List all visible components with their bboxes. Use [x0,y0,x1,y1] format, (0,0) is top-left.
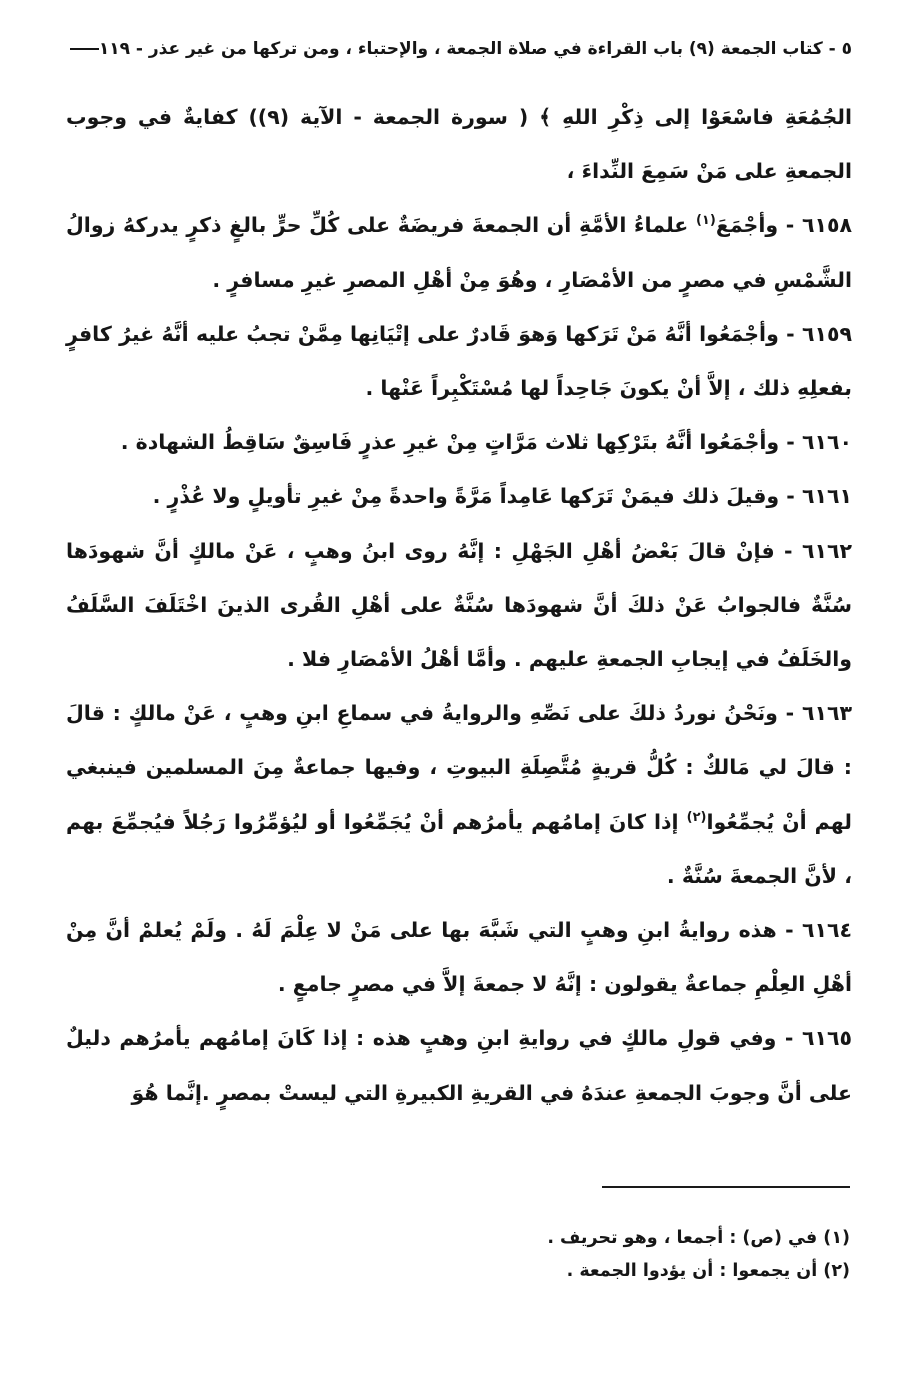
paragraph-6162 [66,524,852,687]
paragraph-number: ٦١٦٢ [801,538,852,563]
paragraph-number: ٦١٦٠ [801,430,852,455]
paragraph-dash: - [777,701,795,726]
paragraph-6165 [66,1011,852,1119]
paragraph-text: الجُمُعَةِ فاسْعَوْا إلى ذِكْرِ اللهِ ﴾ ( سورة الجمعة - الآية (٩)) كفايةٌ في وجوب الجمعةِ على مَنْ سَمِعَ النِّداءَ ، [66,105,852,184]
paragraph-text: فإنْ قالَ بَعْضُ أهْلِ الجَهْلِ : إنَّهُ روى ابنُ وهبٍ ، عَنْ مالكٍ أنَّ شهودَها سُنَّةٌ فالجوابُ عَنْ ذلكَ أنَّ شهودَها سُنَّةٌ على أهْلِ القُرى الذينَ اخْتَلَفَ السَّلَفُ والخَلَفُ في إيجابِ الجمعةِ عليهم . وأمَّا أهْلُ الأمْصَارِ فلا . [66,538,852,672]
paragraph-6163 [66,686,852,903]
paragraph-dash: - [776,918,794,943]
paragraph-text-before-mark: وأجْمَعَ [715,213,779,238]
footnote-1: (١) في (ص) : أجمعا ، وهو تحريف . [547,1228,850,1248]
paragraph-6160 [66,415,852,469]
paragraph-text-after-mark: علماءُ الأمَّةِ أن الجمعةَ فريضَةٌ على كُلِّ حرٍّ بالغٍ ذكرٍ يدركهُ زوالُ الشَّمْسِ في مصرٍ من الأمْصَارِ ، وهُوَ مِنْ أهْلِ المصرِ غيرِ مسافرٍ . [66,213,852,292]
paragraph-6164 [66,903,852,1011]
footnote-mark-2: (٢) [686,809,707,825]
paragraph-text: وقيلَ ذلك فيمَنْ تَرَكها عَامِداً مَرَّةً واحدةً مِنْ غيرِ تأويلٍ ولا عُذْرٍ . [152,484,780,509]
paragraph-number: ٦١٦٥ [801,1026,852,1051]
footnotes [360,1222,850,1288]
paragraph-6159 [66,307,852,415]
paragraph-number: ٦١٥٩ [801,321,852,346]
paragraph-dash: - [778,213,795,238]
running-title: ٥ - كتاب الجمعة (٩) باب القراءة في صلاة الجمعة ، والإحتباء ، ومن تركها من غير عذر - ١١٩ [98,39,852,59]
paragraph-6158 [66,198,852,306]
paragraph-number: ٦١٥٨ [801,213,852,238]
paragraph-dash: - [779,430,795,455]
footnote-mark-1: (١) [695,213,716,229]
paragraph-text: وفي قولِ مالكٍ في روايةِ ابنِ وهبٍ هذه : إذا كَانَ إمامُهم يأمرُهم دليلٌ على أنَّ وجوبَ الجمعةِ عندَهُ في القريةِ الكبيرةِ التي ليستْ بمصرٍ .إنَّما هُوَ [66,1026,852,1105]
paragraph-dash: - [774,538,793,563]
footnote-2: (٢) أن يجمعوا : أن يؤدوا الجمعة . [566,1261,850,1281]
paragraph-number: ٦١٦٣ [801,701,853,726]
paragraph-6161 [66,469,852,523]
paragraph-text: وأجْمَعُوا أنَّهُ مَنْ تَرَكها وَهوَ قَادرٌ على إتْيَانِها مِمَّنْ تجبُ عليه أنَّهُ غيرُ كافرٍ بفعلِهِ ذلك ، إلاَّ أنْ يكونَ جَاحِداً لها مُسْتَكْبِراً عَنْها . [66,321,852,401]
main-text [66,90,852,1120]
paragraph-dash: - [778,321,795,346]
paragraph-text: وأجْمَعُوا أنَّهُ بتَرْكِها ثلاث مَرَّاتٍ مِنْ غيرِ عذرٍ فَاسِقٌ سَاقِطُ الشهادة . [120,430,780,455]
footnote-divider [602,1186,850,1188]
paragraph-number: ٦١٦١ [801,484,852,509]
paragraph-continuation [66,90,852,198]
header-rule [70,48,99,50]
page-header [62,34,852,64]
paragraph-text-after-mark: إذا كانَ إمامُهم يأمرُهم أنْ يُجَمِّعُوا أو ليُؤمِّرُوا رَجُلاً فيُجمِّعَ بهم ، لأنَّ الجمعةَ سُنَّةٌ . [66,809,852,888]
paragraph-text: هذه روايةُ ابنِ وهبٍ التي شَبَّهَ بها على مَنْ لا عِلْمَ لَهُ . ولَمْ يُعلمْ أنَّ مِنْ أهْلِ العِلْمِ جماعةٌ يقولون : إنَّهُ لا جمعةَ إلاَّ في مصرٍ جامعٍ . [66,918,852,997]
paragraph-number: ٦١٦٤ [801,918,853,943]
paragraph-dash: - [779,484,795,509]
paragraph-text-before-mark: ونَحْنُ نوردُ ذلكَ على نَصِّهِ والروايةُ في سماعِ ابنِ وهبٍ ، عَنْ مالكٍ : قالَ : قالَ لي مَالكٌ : كُلُّ قريةٍ مُتَّصِلَةِ البيوتِ ، وفيها جماعةٌ مِنَ المسلمين فينبغي لهم أنْ يُجمِّعُوا [66,701,852,834]
paragraph-dash: - [776,1026,794,1051]
